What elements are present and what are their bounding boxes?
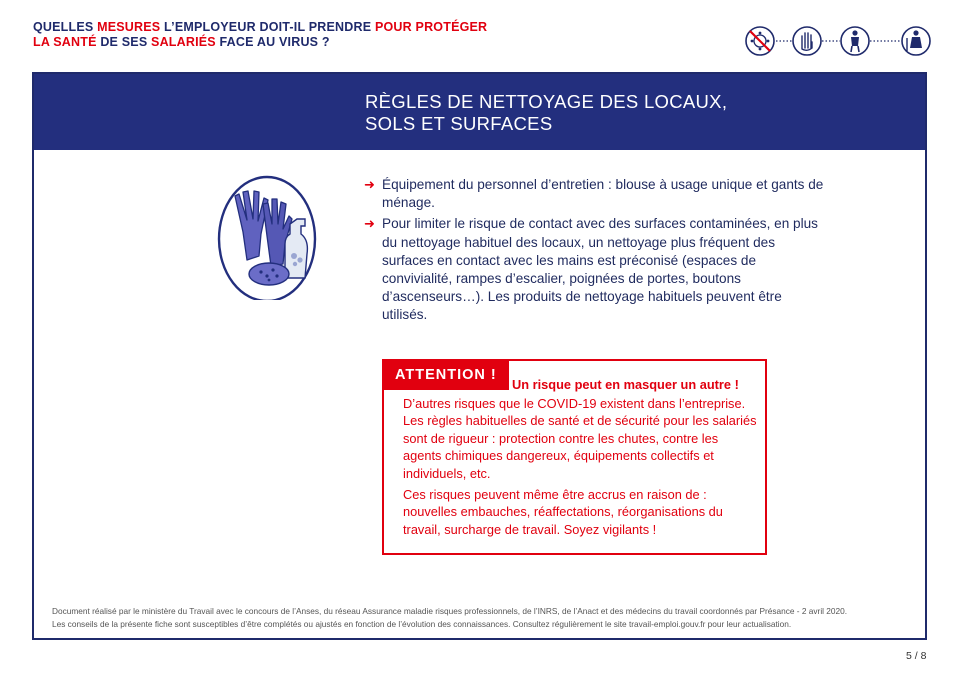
footer-line-2: Les conseils de la présente fiche sont susceptibles d’être complétés ou ajustés en fonction de l’évolution des connaissances. Consultez régulièrement le site travail-emploi.gouv.fr pour leur actualisation. [52,618,792,629]
attention-paragraph: D’autres risques que le COVID-19 existent dans l’entreprise. Les règles habituelles de santé et de sécurité pour les salariés sont de rigueur : protection contre les chutes, contre les agents chimiques dangereux, équipements collectifs et individuels, etc. [403,396,757,481]
worker-icon [841,27,869,55]
attention-box [382,359,767,555]
footer-note [52,605,922,630]
footer-line-1: Document réalisé par le ministère du Travail avec le concours de l’Anses, du réseau Assurance maladie risques professionnels, de l’INRS, de l’Anact et des médecins du travail coordonnés par Présance - 2 avril 2020. [52,606,848,616]
header-text: FACE AU VIRUS ? [215,35,330,49]
section-title-line-2: SOLS ET SURFACES [365,113,553,134]
header-highlight: POUR PROTÉGER [374,20,488,34]
stop-hand-icon [793,27,821,55]
header-line-1 [33,20,487,35]
cleaner-icon [902,27,930,55]
arrow-icon: ➜ [364,216,375,232]
title-banner [34,74,925,150]
header-text: QUELLES [33,20,98,34]
page-number: 5 / 8 [906,650,927,662]
bullet-text: Équipement du personnel d’entretien : blouse à usage unique et gants de ménage. [382,177,824,211]
gloves-sponge-spray-icon [217,174,317,300]
page-header [33,20,487,50]
attention-label: ATTENTION ! [383,360,509,390]
no-virus-icon [746,27,774,55]
bullet-list [364,176,824,328]
list-item [364,215,824,324]
list-item [364,176,824,212]
arrow-icon: ➜ [364,177,375,192]
header-text: DE SES [96,35,152,49]
section-title [365,91,727,135]
header-highlight: MESURES [97,20,161,34]
header-highlight: LA SANTÉ [33,35,97,49]
bullet-text: Pour limiter le risque de contact avec des surfaces contaminées, en plus du nettoyage habituel des locaux, un nettoyage plus fréquent des surfaces en contact avec les mains est préconisé (espaces de convivialité, rampes d’escalier, poignées de portes, boutons d’ascenseurs…). Les produits de nettoyage habituels peuvent être utilisés. [382,216,818,323]
header-text: L’EMPLOYEUR DOIT-IL PRENDRE [160,20,375,34]
attention-paragraph: Ces risques peuvent même être accrus en raison de : nouvelles embauches, réaffectations, réorganisations du travail, surcharge de travail. Soyez vigilants ! [403,487,723,537]
steps-icons [744,24,932,58]
header-highlight: SALARIÉS [151,35,216,49]
header-line-2 [33,35,487,50]
attention-body [403,395,758,542]
section-title-line-1: RÈGLES DE NETTOYAGE DES LOCAUX, [365,91,728,112]
attention-subtitle: Un risque peut en masquer un autre ! [512,377,739,392]
content-frame [32,72,927,640]
